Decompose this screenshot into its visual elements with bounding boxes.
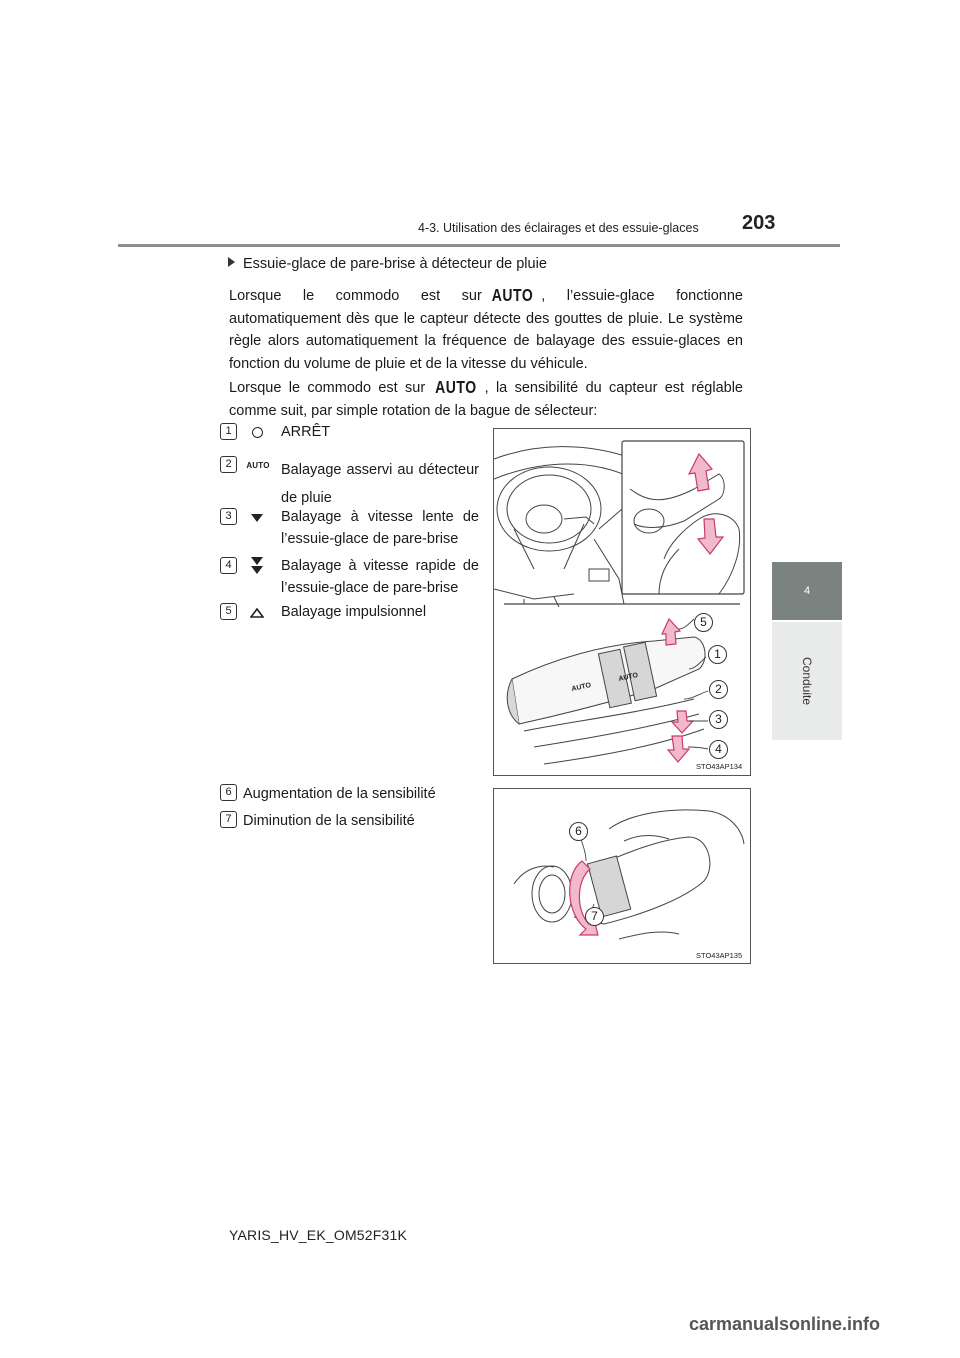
item-text-auto: Balayage asservi au détecteur de pluie (281, 462, 479, 506)
item-number-badge: 1 (220, 423, 237, 440)
down-arrow-icon (672, 711, 693, 733)
figure-callout: 3 (709, 710, 728, 729)
figure-code: STO43AP135 (696, 951, 743, 960)
section-heading (228, 256, 547, 272)
single-down-triangle-icon (248, 510, 266, 526)
item-text-increase-sensitivity: Augmentation de la sensibilité (243, 786, 436, 802)
item-text-low-speed: Balayage à vitesse lente de l’essuie-glace de pare-brise (281, 509, 479, 547)
watermark: carmanualsonline.info (689, 1314, 881, 1334)
item-text-decrease-sensitivity: Diminution de la sensibilité (243, 813, 415, 829)
figure-callout: 4 (709, 740, 728, 759)
paragraph-rain-sensor-intro (229, 284, 743, 375)
item-number-badge: 3 (220, 508, 237, 525)
chapter-tab-number (772, 562, 842, 620)
up-chevron-icon (248, 605, 266, 621)
paragraph-sensitivity-intro (229, 376, 743, 422)
bullet-triangle-icon (228, 257, 235, 267)
double-down-triangle-icon (248, 555, 266, 577)
lever-auto-label: AUTO (570, 682, 592, 693)
lever-auto-label: AUTO (617, 672, 639, 683)
figure-callout: 1 (708, 645, 727, 664)
paragraph-2-start: Lorsque le commodo est sur (229, 380, 426, 396)
sensitivity-ring-figure (493, 788, 751, 964)
wiper-switch-figure (493, 428, 751, 776)
chapter-number: 4 (803, 585, 811, 597)
figure-callout: 7 (585, 907, 604, 926)
header-divider (118, 244, 840, 247)
document-code: YARIS_HV_EK_OM52F31K (229, 1227, 408, 1243)
chapter-tab-label-box (772, 622, 842, 740)
auto-symbol-icon: AUTO (246, 460, 270, 470)
chapter-label: Conduite (800, 656, 814, 706)
figure-callout: 6 (569, 822, 588, 841)
paragraph-1-end: , l’essuie-glace fonctionne automatiquement dès que le capteur détecte des gouttes de pluie. Le système règle alors automatiquement la fréquence de balayage des essuie-glaces en fonction du volume de pluie et de la vitesse du véhicule. (229, 288, 743, 372)
item-number-badge: 6 (220, 784, 237, 801)
item-text-off: ARRÊT (281, 424, 331, 440)
figure-callout: 2 (709, 680, 728, 699)
item-text-mist: Balayage impulsionnel (281, 604, 427, 620)
auto-symbol-icon: AUTO (491, 284, 534, 305)
item-number-badge: 5 (220, 603, 237, 620)
item-text-high-speed: Balayage à vitesse rapide de l’essuie-glace de pare-brise (281, 558, 479, 596)
figure-code: STO43AP134 (696, 762, 743, 771)
figure-callout: 5 (694, 613, 713, 632)
section-heading-text: Essuie-glace de pare-brise à détecteur de pluie (243, 256, 547, 272)
paragraph-2-end: , la sensibilité du capteur est réglable comme suit, par simple rotation de la bague de sélecteur: (229, 380, 743, 419)
item-number-badge: 2 (220, 456, 237, 473)
sensitivity-ring-illustration (494, 789, 750, 963)
header-section-title: 4-3. Utilisation des éclairages et des essuie-glaces (418, 221, 699, 235)
item-number-badge: 7 (220, 811, 237, 828)
off-circle-icon (248, 424, 266, 440)
auto-symbol-icon: AUTO (435, 376, 477, 397)
page-number: 203 (742, 212, 776, 234)
item-number-badge: 4 (220, 557, 237, 574)
down-arrow-icon (668, 736, 689, 762)
paragraph-1-start: Lorsque le commodo est sur (229, 288, 482, 304)
